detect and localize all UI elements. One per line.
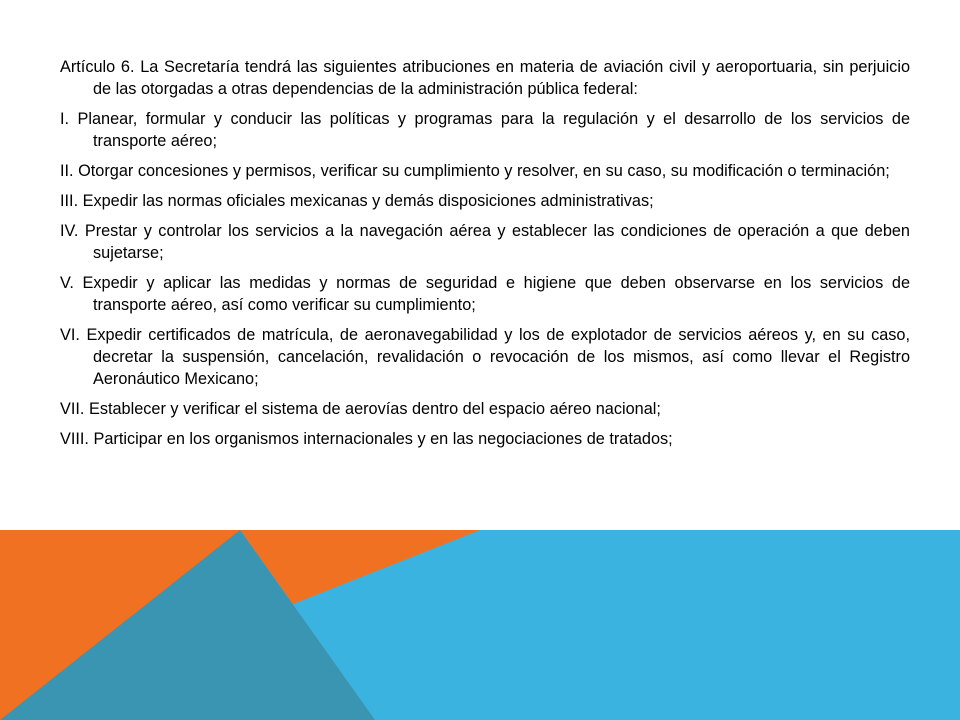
article-text [60, 56, 910, 458]
clause-ii: II. Otorgar concesiones y permisos, verificar su cumplimiento y resolver, en su caso, su modificación o terminación; [60, 162, 890, 180]
clause-v: V. Expedir y aplicar las medidas y normas de seguridad e higiene que deben observarse en los servicios de transporte aéreo, así como verificar su cumplimiento; [60, 274, 910, 314]
article-heading: Artículo 6. La Secretaría tendrá las siguientes atribuciones en materia de aviación civil y aeroportuaria, sin perjuicio de las otorgadas a otras dependencias de la administración pública federal: [60, 58, 910, 98]
clause-i: I. Planear, formular y conducir las políticas y programas para la regulación y el desarrollo de los servicios de transporte aéreo; [60, 110, 910, 150]
clause-iii: III. Expedir las normas oficiales mexicanas y demás disposiciones administrativas; [60, 192, 654, 210]
clause-iv: IV. Prestar y controlar los servicios a la navegación aérea y establecer las condiciones de operación a que deben sujetarse; [60, 222, 910, 262]
clause-vi: VI. Expedir certificados de matrícula, de aeronavegabilidad y los de explotador de servicios aéreos y, en su caso, decretar la suspensión, cancelación, revalidación o revocación de los mismos, así como llevar el Registro Aeronáutico Mexicano; [60, 326, 910, 388]
clause-vii: VII. Establecer y verificar el sistema de aerovías dentro del espacio aéreo nacional; [60, 400, 661, 418]
clause-viii: VIII. Participar en los organismos internacionales y en las negociaciones de tratados; [60, 430, 673, 448]
